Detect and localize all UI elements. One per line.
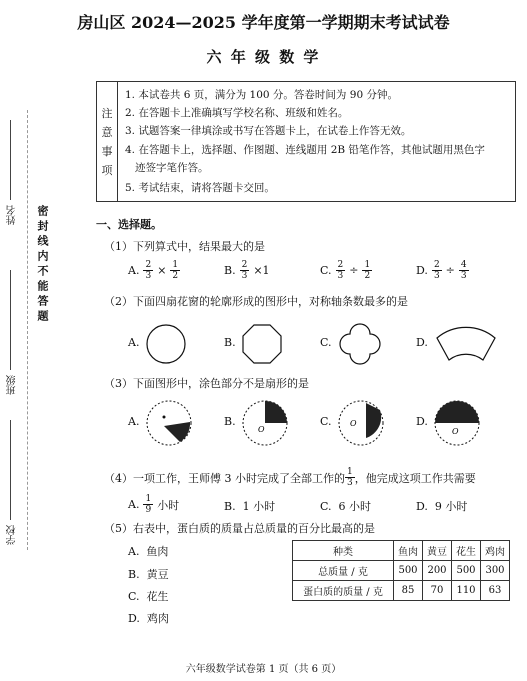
q1-option-c[interactable]: C. $\frac{2}{3}$ ÷ $\frac{1}{2}$	[320, 260, 371, 281]
table-cell: 500	[394, 561, 423, 581]
q2-stem: （2）下面四扇花窗的轮廓形成的图形中，对称轴条数最多的是	[104, 295, 408, 308]
exam-subtitle: 六 年 级 数 学	[206, 48, 321, 66]
octagon-window-shape	[241, 323, 283, 365]
table-cell: 鱼肉	[394, 541, 423, 561]
school-field[interactable]	[10, 420, 11, 520]
q1-stem: （1）下列算式中，结果最大的是	[104, 240, 265, 253]
sector-diagram-a	[144, 398, 194, 448]
page-footer: 六年级数学试卷第 1 页（共 6 页）	[185, 664, 342, 675]
q4-option-d[interactable]: D. 9 小时	[416, 500, 468, 513]
notice-item: 4. 在答题卡上，选择题、作图题、连线题用 2B 铅笔作答，其他试题用黑色字	[125, 144, 485, 156]
q5-option-d[interactable]: D. 鸡肉	[128, 612, 169, 625]
q3-option-a-letter[interactable]: A.	[128, 415, 140, 428]
sector-diagram-c	[336, 398, 386, 448]
q4-option-a[interactable]: A. $\frac{1}{9}$ 小时	[128, 494, 180, 515]
notice-box	[96, 81, 516, 202]
q4-option-c[interactable]: C. 6 小时	[320, 500, 372, 513]
circle-window-shape	[145, 323, 187, 365]
table-cell: 70	[423, 581, 452, 601]
sector-diagram-b	[240, 398, 290, 448]
notice-item: 1. 本试卷共 6 页，满分为 100 分。答卷时间为 90 分钟。	[125, 89, 398, 101]
table-cell: 200	[423, 561, 452, 581]
sector-diagram-d	[432, 398, 482, 448]
center-label-d: O	[452, 427, 459, 436]
q3-option-b-letter[interactable]: B.	[224, 415, 236, 428]
table-cell: 总质量 / 克	[293, 561, 394, 581]
q5-option-a[interactable]: A. 鱼肉	[128, 545, 169, 558]
table-cell: 63	[481, 581, 510, 601]
table-cell: 黄豆	[423, 541, 452, 561]
q1-option-d[interactable]: D. $\frac{2}{3}$ ÷ $\frac{4}{3}$	[416, 260, 467, 281]
center-label-b: O	[258, 425, 265, 434]
table-cell: 鸡肉	[481, 541, 510, 561]
school-label: 学校	[7, 525, 18, 545]
table-cell: 花生	[452, 541, 481, 561]
table-row	[293, 561, 510, 581]
table-cell: 种类	[293, 541, 394, 561]
table-cell: 85	[394, 581, 423, 601]
name-label: 姓名	[7, 205, 18, 225]
section-heading: 一、选择题。	[96, 218, 162, 231]
q2-option-c-letter[interactable]: C.	[320, 336, 332, 349]
binding-dashed-line	[27, 110, 28, 550]
notice-item: 5. 考试结束，请将答题卡交回。	[125, 182, 275, 194]
table-cell: 500	[452, 561, 481, 581]
class-label: 班级	[7, 375, 18, 395]
q5-option-c[interactable]: C. 花生	[128, 590, 169, 603]
class-field[interactable]	[10, 270, 11, 370]
table-header-row	[293, 541, 510, 561]
fan-window-shape	[435, 324, 497, 364]
table-cell: 300	[481, 561, 510, 581]
q2-option-b-letter[interactable]: B.	[224, 336, 236, 349]
q3-option-c-letter[interactable]: C.	[320, 415, 332, 428]
notice-item: 迹签字笔作答。	[125, 162, 209, 174]
center-label-c: O	[350, 419, 357, 428]
q3-option-d-letter[interactable]: D.	[416, 415, 428, 428]
notice-item: 2. 在答题卡上准确填写学校名称、班级和姓名。	[125, 107, 349, 119]
table-row	[293, 581, 510, 601]
protein-table	[292, 540, 510, 601]
q5-stem: （5）右表中，蛋白质的质量占总质量的百分比最高的是	[104, 522, 375, 535]
q3-stem: （3）下面图形中，涂色部分不是扇形的是	[104, 377, 309, 390]
q4-stem: （4）一项工作，王师傅 3 小时完成了全部工作的 $\frac{1}{3}$ ，他完成这项工作共需要	[104, 467, 476, 488]
q1-option-b[interactable]: B. $\frac{2}{3}$ ×1	[224, 260, 270, 281]
notice-item: 3. 试题答案一律填涂或书写在答题卡上，在试卷上作答无效。	[125, 125, 412, 137]
q2-option-a-letter[interactable]: A.	[128, 336, 140, 349]
exam-title: 房山区 2024—2025 学年度第一学期期末考试试卷	[77, 13, 450, 32]
table-cell: 蛋白质的质量 / 克	[293, 581, 394, 601]
quatrefoil-window-shape	[337, 321, 383, 367]
name-field[interactable]	[10, 120, 11, 200]
table-cell: 110	[452, 581, 481, 601]
q5-option-b[interactable]: B. 黄豆	[128, 568, 169, 581]
q2-option-d-letter[interactable]: D.	[416, 336, 428, 349]
notice-heading: 注 意 事 项	[97, 82, 118, 201]
q4-option-b[interactable]: B. 1 小时	[224, 500, 276, 513]
q1-option-a[interactable]: A. $\frac{2}{3}$ × $\frac{1}{2}$	[128, 260, 179, 281]
seal-warning-text: 密封线内不能答题	[36, 205, 49, 325]
